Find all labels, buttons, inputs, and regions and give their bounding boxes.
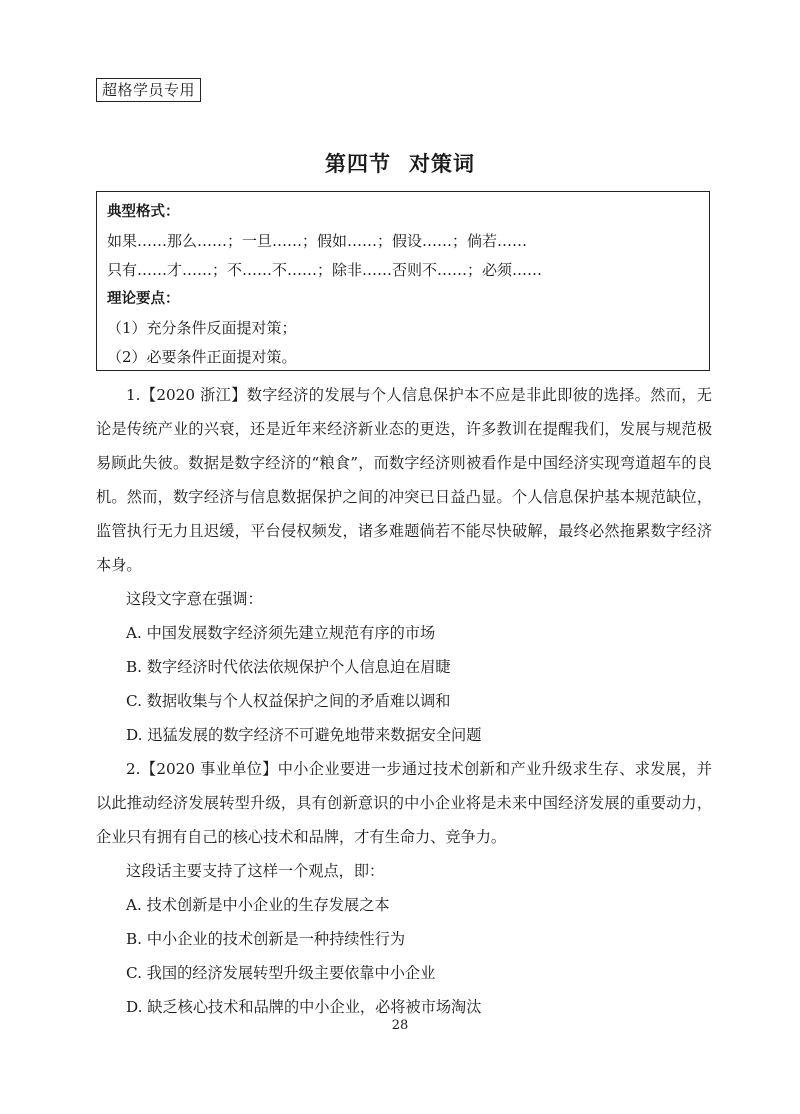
- question-1-option-d: D. 迅猛发展的数字经济不可避免地带来数据安全问题: [126, 726, 482, 744]
- question-1-stem: 1.【2020 浙江】数字经济的发展与个人信息保护本不应是非此即彼的选择。然而，无论是传统产业的兴衰，还是近年来经济新业态的更迭，许多教训在提醒我们，发展与规范极易顾此失彼。数据是数字经济的“粮食”，而数字经济则被看作是中国经济实现弯道超车的良机。然而，数字经济与信息数据保护之间的冲突已日益凸显。个人信息保护基本规范缺位，监管执行无力且迟缓，平台侵权频发，诸多难题倘若不能尽快破解，最终必然拖累数字经济本身。: [96, 386, 712, 574]
- questions-content: [96, 378, 712, 1024]
- question-1-option-a: A. 中国发展数字经济须先建立规范有序的市场: [126, 624, 436, 642]
- section-name: 对策词: [409, 152, 475, 176]
- question-2-option-c: C. 我国的经济发展转型升级主要依靠中小企业: [126, 964, 436, 982]
- question-2-option-b: B. 中小企业的技术创新是一种持续性行为: [126, 930, 406, 948]
- student-only-badge: 超格学员专用: [96, 78, 201, 102]
- question-2-stem: 2.【2020 事业单位】中小企业要进一步通过技术创新和产业升级求生存、求发展，并以此推动经济发展转型升级，具有创新意识的中小企业将是未来中国经济发展的重要动力，企业只有拥有自己的核心技术和品牌，才有生命力、竞争力。: [96, 760, 712, 846]
- theory-line: （2）必要条件正面提对策。: [107, 348, 297, 366]
- theory-heading: 理论要点：: [107, 291, 180, 307]
- section-number: 第四节: [325, 152, 391, 176]
- question-1-option-b: B. 数字经济时代依法依规保护个人信息迫在眉睫: [126, 658, 451, 676]
- format-line: 只有……才……；不……不……；除非……否则不……；必须……: [107, 261, 543, 279]
- format-line: 如果……那么……；一旦……；假如……；假设……；倘若……: [107, 232, 528, 250]
- question-2-prompt: 这段话主要支持了这样一个观点，即：: [126, 862, 385, 880]
- section-title: [0, 148, 800, 178]
- theory-line: （1）充分条件反面提对策；: [107, 319, 297, 337]
- question-2-option-a: A. 技术创新是中小企业的生存发展之本: [126, 896, 390, 914]
- page-number: 28: [391, 1018, 409, 1033]
- key-points-box: [96, 191, 710, 371]
- question-1-prompt: 这段文字意在强调：: [126, 590, 263, 608]
- format-heading: 典型格式：: [107, 204, 180, 220]
- question-1-option-c: C. 数据收集与个人权益保护之间的矛盾难以调和: [126, 692, 451, 710]
- question-2-option-d: D. 缺乏核心技术和品牌的中小企业，必将被市场淘汰: [126, 998, 482, 1016]
